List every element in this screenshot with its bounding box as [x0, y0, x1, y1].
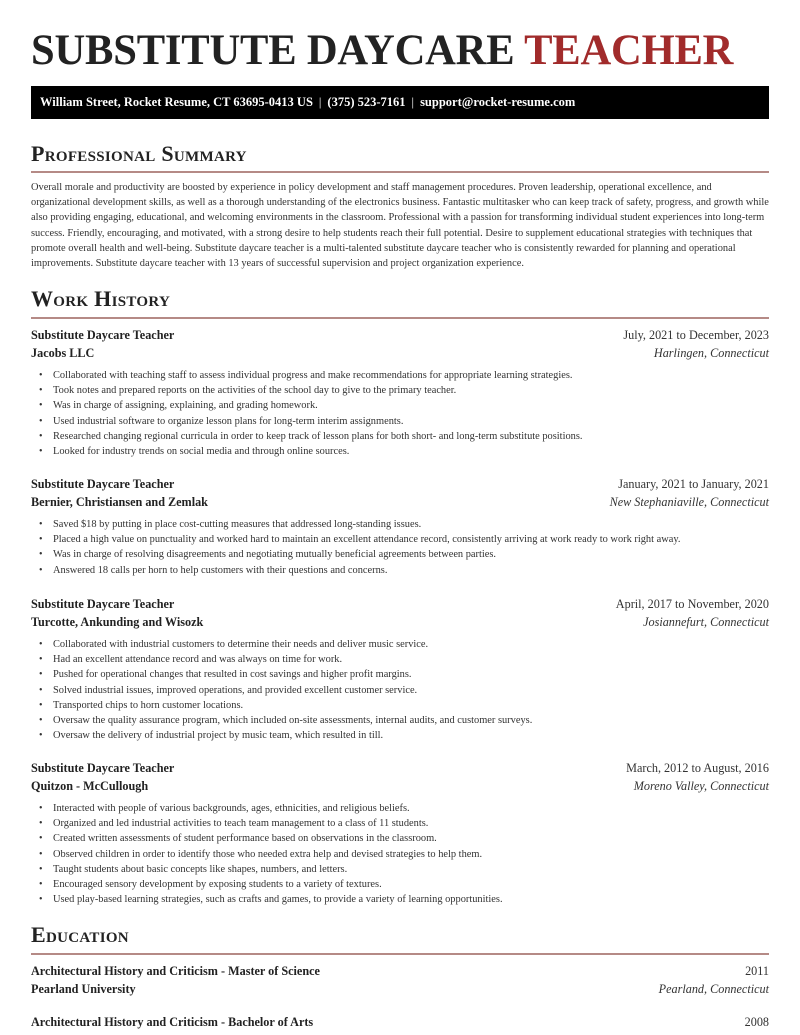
job-bullet: • Collaborated with teaching staff to assess individual progress and make recommendations for appropriate learning strategies. [39, 368, 769, 383]
job-title: Substitute Daycare Teacher [31, 597, 175, 611]
resume-title [31, 28, 733, 74]
job-title: Substitute Daycare Teacher [31, 761, 175, 775]
job-company: Quitzon - McCullough [31, 779, 149, 793]
contact-separator: | [318, 95, 322, 109]
job-title: Substitute Daycare Teacher [31, 477, 175, 491]
summary-text: Overall morale and productivity are boosted by experience in policy development and staff management procedures. Proven leadership, operational excellence, and organizational development skills, as well as a thorough understanding of the electronics business. Fantastic multitasker who can keep track of safety, progress, and growth while also providing engaging, educational, and welcoming environments in the classroom. Professional with a passion for transforming individual student experiences into long-term success. Friendly, encouraging, and motivated, with a strong desire to help students reach their full potential. Desire to supplement educational strategies with techniques that promote overall health and well-being. Substitute daycare teacher is a multi-talented substitute daycare teacher who is consistently rewarded for planning and operational improvements. Substitute daycare teacher with 13 years of successful supervision and project organization experience. [31, 182, 769, 270]
section-divider [31, 953, 769, 955]
job-bullet: • Pushed for operational changes that resulted in cost savings and higher profit margins. [39, 667, 769, 682]
title-accent: TEACHER [524, 27, 734, 74]
job-bullet: • Had an excellent attendance record and was always on time for work. [39, 652, 769, 667]
job-bullet: • Solved industrial issues, improved operations, and provided excellent customer service. [39, 683, 769, 698]
job-dates: July, 2021 to December, 2023 [623, 328, 769, 342]
job-dates: January, 2021 to January, 2021 [618, 477, 769, 491]
title-main: SUBSTITUTE DAYCARE [31, 27, 525, 74]
job-location: Josiannefurt, Connecticut [643, 615, 769, 629]
job-entry [31, 475, 769, 578]
job-bullet: • Taught students about basic concepts like shapes, numbers, and letters. [39, 862, 769, 877]
contact-separator: | [411, 95, 415, 109]
job-dates: March, 2012 to August, 2016 [626, 761, 769, 775]
education-entry [31, 1013, 769, 1031]
section-divider [31, 317, 769, 319]
section-divider [31, 171, 769, 173]
education-school: Pearland University [31, 982, 136, 996]
job-bullets [31, 517, 769, 578]
job-bullet: • Researched changing regional curricula in order to keep track of lesson plans for both short- and long-term substitute positions. [39, 429, 769, 444]
job-bullet: • Looked for industry trends on social media and through online sources. [39, 444, 769, 459]
job-bullet: • Transported chips to horn customer locations. [39, 698, 769, 713]
job-bullet: • Oversaw the quality assurance program, which included on-site assessments, internal audits, and customer surveys. [39, 713, 769, 728]
job-bullet: • Observed children in order to identify those who needed extra help and devised strategies to help them. [39, 847, 769, 862]
job-bullet: • Placed a high value on punctuality and worked hard to maintain an excellent attendance record, consistently arriving at work ready to work right away. [39, 532, 769, 547]
contact-email[interactable]: support@rocket-resume.com [420, 95, 576, 109]
education-year: 2011 [745, 964, 769, 978]
job-company: Jacobs LLC [31, 346, 95, 360]
job-bullet: • Organized and led industrial activities to teach team management to a class of 11 students. [39, 816, 769, 831]
contact-bar [31, 86, 769, 119]
job-bullets [31, 801, 769, 907]
job-location: New Stephaniaville, Connecticut [609, 495, 769, 509]
education-entry [31, 962, 769, 998]
job-company: Bernier, Christiansen and Zemlak [31, 495, 208, 509]
job-bullet: • Saved $18 by putting in place cost-cutting measures that addressed long-standing issues. [39, 517, 769, 532]
job-bullet: • Answered 18 calls per horn to help customers with their questions and concerns. [39, 563, 769, 578]
job-bullet: • Used industrial software to organize lesson plans for long-term interim assignments. [39, 414, 769, 429]
job-bullet: • Used play-based learning strategies, such as crafts and games, to provide a variety of learning opportunities. [39, 892, 769, 907]
job-bullet: • Collaborated with industrial customers to determine their needs and deliver music service. [39, 637, 769, 652]
job-entry [31, 595, 769, 743]
education-location: Pearland, Connecticut [658, 982, 769, 996]
job-entry [31, 759, 769, 907]
job-entry [31, 326, 769, 459]
job-bullet: • Oversaw the delivery of industrial project by music team, which resulted in till. [39, 728, 769, 743]
job-location: Harlingen, Connecticut [653, 346, 769, 360]
education-year: 2008 [744, 1015, 769, 1029]
education-degree: Architectural History and Criticism - Bachelor of Arts [31, 1015, 314, 1029]
job-bullet: • Encouraged sensory development by exposing students to a variety of textures. [39, 877, 769, 892]
job-title: Substitute Daycare Teacher [31, 328, 175, 342]
job-dates: April, 2017 to November, 2020 [615, 597, 769, 611]
job-bullet: • Was in charge of resolving disagreements and negotiating mutually beneficial agreements between parties. [39, 547, 769, 562]
education-degree: Architectural History and Criticism - Master of Science [31, 964, 320, 978]
job-location: Moreno Valley, Connecticut [633, 779, 769, 793]
contact-address: William Street, Rocket Resume, CT 63695-0413 US [40, 95, 313, 109]
section-heading-work-history: Work History [31, 286, 171, 311]
contact-phone[interactable]: (375) 523-7161 [327, 95, 406, 109]
section-heading-education: Education [31, 922, 129, 947]
job-bullet: • Created written assessments of student performance based on observations in the classroom. [39, 831, 769, 846]
job-bullet: • Took notes and prepared reports on the activities of the school day to give to the primary teacher. [39, 383, 769, 398]
job-bullet: • Interacted with people of various backgrounds, ages, ethnicities, and religious beliefs. [39, 801, 769, 816]
job-bullets [31, 368, 769, 459]
job-bullets [31, 637, 769, 743]
job-company: Turcotte, Ankunding and Wisozk [31, 615, 204, 629]
section-heading-summary: Professional Summary [31, 141, 247, 166]
job-bullet: • Was in charge of assigning, explaining, and grading homework. [39, 398, 769, 413]
